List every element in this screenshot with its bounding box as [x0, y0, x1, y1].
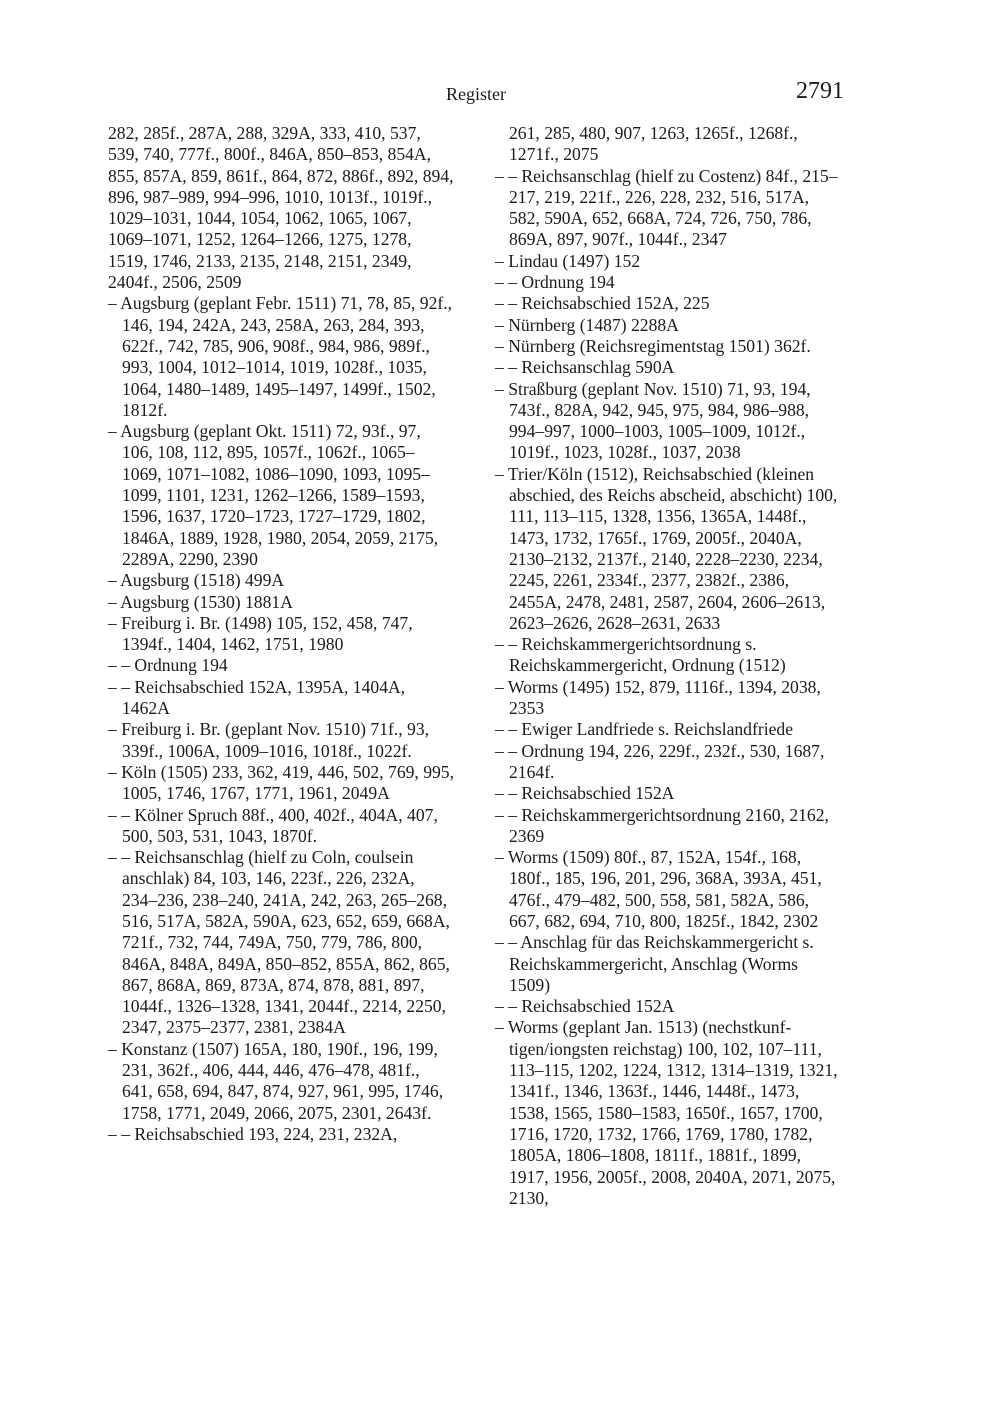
index-entry: – Köln (1505) 233, 362, 419, 446, 502, 769, 995, 1005, 1746, 1767, 1771, 1961, 2049A — [108, 761, 454, 804]
index-subentry: – – Ordnung 194 — [495, 272, 615, 293]
index-entry: – Augsburg (1518) 499A — [108, 570, 285, 591]
page-header — [108, 78, 844, 110]
page-number: 2791 — [796, 78, 844, 104]
index-subentry: – – Reichsabschied 152A — [495, 783, 675, 804]
index-entry: – Worms (1509) 80f., 87, 152A, 154f., 168, 180f., 185, 196, 201, 296, 368A, 393A, 451, 476f., 479–482, 500, 558, 581, 582A, 586, 667, 682, 694, 710, 800, 1825f., 1842, 2302 — [495, 847, 822, 931]
index-subentry: – – Kölner Spruch 88f., 400, 402f., 404A, 407, 500, 503, 531, 1043, 1870f. — [108, 804, 438, 846]
index-entry: – Augsburg (1530) 1881A — [108, 591, 293, 612]
index-subentry: – – Anschlag für das Reichskammergericht s. Reichskammergericht, Anschlag (Worms 1509) — [495, 932, 814, 995]
left-column — [94, 123, 454, 1145]
index-entry: 261, 285, 480, 907, 1263, 1265f., 1268f., 1271f., 2075 — [509, 123, 798, 165]
index-subentry: – – Reichsanschlag (hielf zu Costenz) 84f., 215–217, 219, 221f., 226, 228, 232, 516, 517A, 582, 590A, 652, 668A, 724, 726, 750, 786, 869A, 897, 907f., 1044f., 2347 — [495, 165, 838, 250]
index-entry: 282, 285f., 287A, 288, 329A, 333, 410, 537, 539, 740, 777f., 800f., 846A, 850–853, 854A, 855, 857A, 859, 861f., 864, 872, 886f., 892, 894, 896, 987–989, 994–996, 1010, 1013f., 1019f., 1029–1031, 1044, 1054, 1062, 1065, 1067, 1069–1071, 1252, 1264–1266, 1275, 1278, 1519, 1746, 2133, 2135, 2148, 2151, 2349, 2404f., 2506, 2509 — [108, 123, 454, 293]
index-subentry: – – Ewiger Landfriede s. Reichslandfriede — [495, 719, 794, 740]
right-column — [481, 123, 841, 1209]
index-subentry: – – Reichsabschied 152A — [495, 996, 675, 1017]
index-subentry: – – Reichsabschied 152A, 1395A, 1404A, 1462A — [108, 676, 406, 719]
index-entry: – Trier/Köln (1512), Reichsabschied (kleinen abschied, des Reichs abscheid, abschicht) 100, 111, 113–115, 1328, 1356, 1365A, 1448f., 1473, 1732, 1765f., 1769, 2005f., 2040A, 2130–2132, 2137f., 2140, 2228–2230, 2234, 2245, 2261, 2334f., 2377, 2382f., 2386, 2455A, 2478, 2481, 2587, 2604, 2606–2613, 2623–2626, 2628–2631, 2633 — [495, 463, 838, 633]
index-entry: – Freiburg i. Br. (geplant Nov. 1510) 71f., 93, 339f., 1006A, 1009–1016, 1018f., 1022f. — [108, 719, 430, 761]
index-subentry: – – Reichsanschlag (hielf zu Coln, coulsein anschlak) 84, 103, 146, 223f., 226, 232A, 234–236, 238–240, 241A, 242, 263, 265–268, 516, 517A, 582A, 590A, 623, 652, 659, 668A, 721f., 732, 744, 749A, 750, 779, 786, 800, 846A, 848A, 849A, 850–852, 855A, 862, 865, 867, 868A, 869, 873A, 874, 878, 881, 897, 1044f., 1326–1328, 1341, 2044f., 2214, 2250, 2347, 2375–2377, 2381, 2384A — [108, 847, 450, 1038]
index-entry: – Lindau (1497) 152 — [495, 250, 641, 271]
index-entry: – Freiburg i. Br. (1498) 105, 152, 458, 747, 1394f., 1404, 1462, 1751, 1980 — [108, 612, 413, 655]
index-subentry: – – Ordnung 194 — [108, 655, 228, 676]
index-entry: – Nürnberg (1487) 2288A — [495, 314, 679, 335]
index-subentry: – – Reichsabschied 193, 224, 231, 232A, — [108, 1123, 398, 1144]
index-subentry: – – Reichsabschied 152A, 225 — [495, 293, 710, 314]
index-entry: – Worms (geplant Jan. 1513) (nechstkunf-tigen/iongsten reichstag) 100, 102, 107–111, 113–115, 1202, 1224, 1312, 1314–1319, 1321, 1341f., 1346, 1363f., 1446, 1448f., 1473, 1538, 1565, 1580–1583, 1650f., 1657, 1700, 1716, 1720, 1732, 1766, 1769, 1780, 1782, 1805A, 1806–1808, 1811f., 1881f., 1899, 1917, 1956, 2005f., 2008, 2040A, 2071, 2075, 2130, — [495, 1017, 838, 1208]
running-title: Register — [446, 84, 506, 104]
index-entry: – Konstanz (1507) 165A, 180, 190f., 196, 199, 231, 362f., 406, 444, 446, 476–478, 481f., 641, 658, 694, 847, 874, 927, 961, 995, 1746, 1758, 1771, 2049, 2066, 2075, 2301, 2643f. — [108, 1038, 444, 1123]
index-entry: – Worms (1495) 152, 879, 1116f., 1394, 2038, 2353 — [495, 676, 821, 719]
index-subentry: – – Reichskammergerichtsordnung s. Reichskammergericht, Ordnung (1512) — [495, 634, 786, 676]
index-subentry: – – Ordnung 194, 226, 229f., 232f., 530, 1687, 2164f. — [495, 740, 825, 782]
index-entry: – Nürnberg (Reichsregimentstag 1501) 362f. — [495, 335, 811, 356]
index-subentry: – – Reichsanschlag 590A — [495, 357, 675, 378]
index-entry: – Straßburg (geplant Nov. 1510) 71, 93, 194, 743f., 828A, 942, 945, 975, 984, 986–988, 994–997, 1000–1003, 1005–1009, 1012f., 1019f., 1023, 1028f., 1037, 2038 — [495, 378, 811, 463]
index-entry: – Augsburg (geplant Okt. 1511) 72, 93f., 97, 106, 108, 112, 895, 1057f., 1062f., 1065–1069, 1071–1082, 1086–1090, 1093, 1095–1099, 1101, 1231, 1262–1266, 1589–1593, 1596, 1637, 1720–1723, 1727–1729, 1802, 1846A, 1889, 1928, 1980, 2054, 2059, 2175, 2289A, 2290, 2390 — [108, 421, 439, 569]
index-entry: – Augsburg (geplant Febr. 1511) 71, 78, 85, 92f., 146, 194, 242A, 243, 258A, 263, 284, 393, 622f., 742, 785, 906, 908f., 984, 986, 989f., 993, 1004, 1012–1014, 1019, 1028f., 1035, 1064, 1480–1489, 1495–1497, 1499f., 1502, 1812f. — [108, 293, 453, 420]
index-subentry: – – Reichskammergerichtsordnung 2160, 2162, 2369 — [495, 804, 829, 846]
